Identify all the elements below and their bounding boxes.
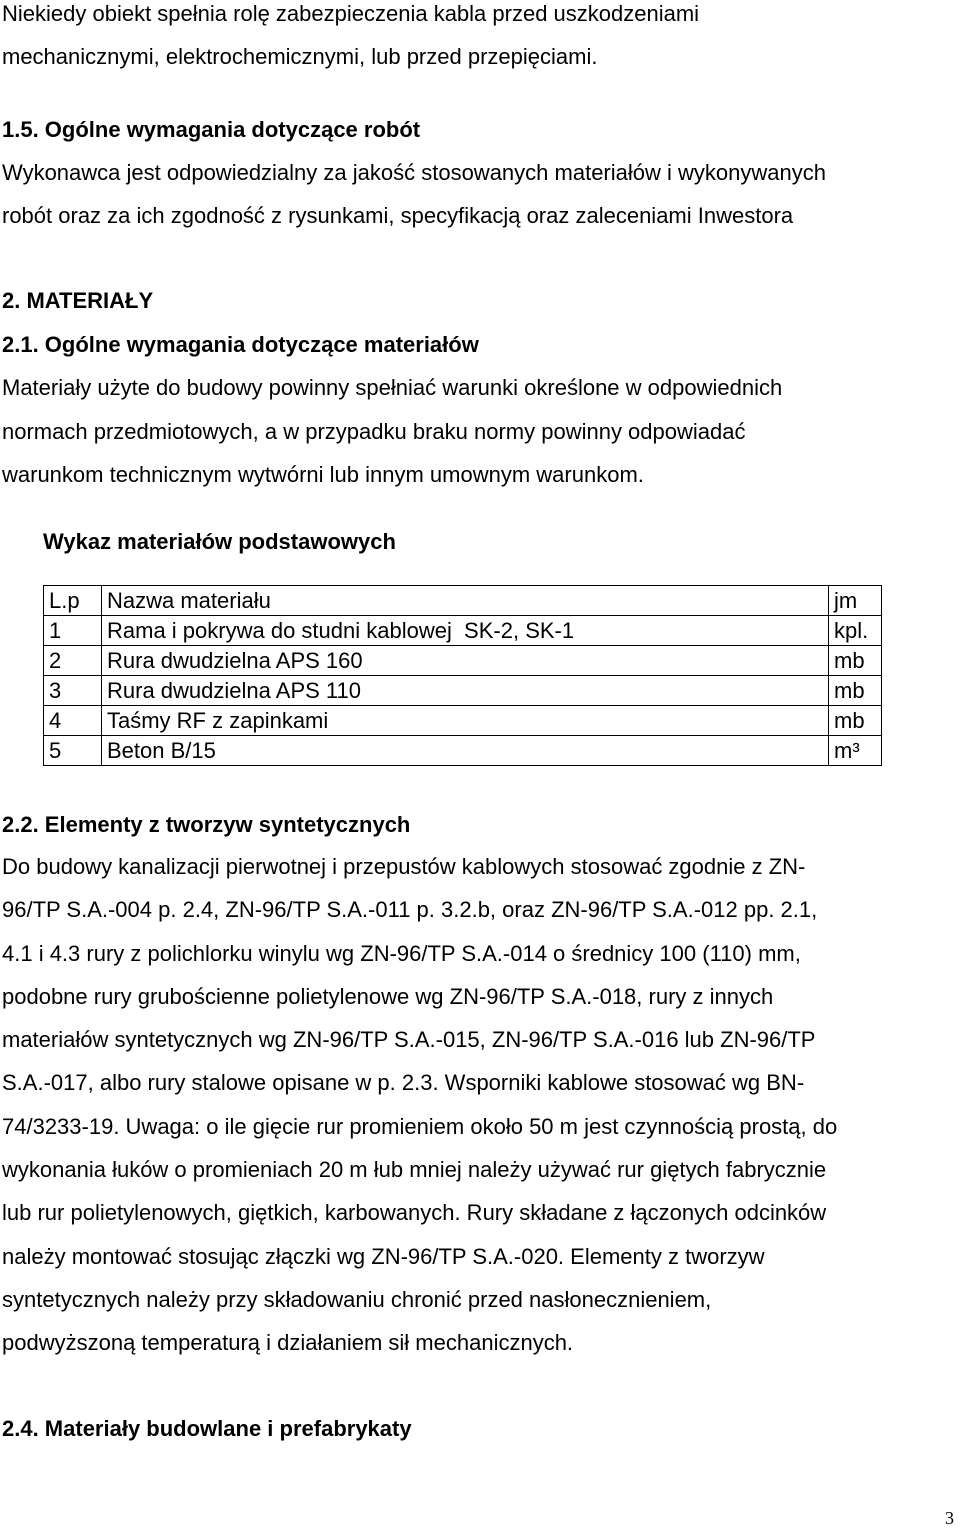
cell-unit: mb — [829, 646, 882, 676]
section-1-5-line-2: robót oraz za ich zgodność z rysunkami, specyfikacją oraz zaleceniami Inwestora — [2, 203, 794, 228]
section-2-1-line-3: warunkom technicznym wytwórni lub innym umownym warunkom. — [2, 462, 644, 487]
cell-lp: 4 — [44, 706, 102, 736]
table-header-row — [44, 586, 882, 616]
section-2-1-heading: 2.1. Ogólne wymagania dotyczące materiałów — [2, 332, 479, 357]
table-row — [44, 706, 882, 736]
section-1-5-line-1: Wykonawca jest odpowiedzialny za jakość stosowanych materiałów i wykonywanych — [2, 160, 826, 185]
section-2-2-line-8: wykonania łuków o promieniach 20 m łub mniej należy używać rur giętych fabrycznie — [2, 1157, 827, 1182]
cell-name: Rura dwudzielna APS 110 — [102, 676, 829, 706]
cell-lp: 3 — [44, 676, 102, 706]
section-2-2-line-12: podwyższoną temperaturą i działaniem sił mechanicznych. — [2, 1330, 574, 1355]
section-2-1-line-2: normach przedmiotowych, a w przypadku braku normy powinny odpowiadać — [2, 419, 746, 444]
cell-name: Rura dwudzielna APS 160 — [102, 646, 829, 676]
intro-line-1: Niekiedy obiekt spełnia rolę zabezpieczenia kabla przed uszkodzeniami — [2, 1, 700, 26]
section-2-2-line-2: 96/TP S.A.-004 p. 2.4, ZN-96/TP S.A.-011 p. 3.2.b, oraz ZN-96/TP S.A.-012 pp. 2.1, — [2, 897, 818, 922]
section-1-5-heading: 1.5. Ogólne wymagania dotyczące robót — [2, 117, 421, 142]
section-2-2-line-10: należy montować stosując złączki wg ZN-96/TP S.A.-020. Elementy z tworzyw — [2, 1244, 765, 1269]
cell-unit: mb — [829, 706, 882, 736]
section-2-2-line-11: syntetycznych należy przy składowaniu chronić przed nasłonecznieniem, — [2, 1287, 712, 1312]
cell-lp: 2 — [44, 646, 102, 676]
cell-lp: 1 — [44, 616, 102, 646]
section-2-2-line-6: S.A.-017, albo rury stalowe opisane w p. 2.3. Wsporniki kablowe stosować wg BN- — [2, 1070, 805, 1095]
cell-lp: 5 — [44, 736, 102, 766]
header-lp: L.p — [44, 586, 102, 616]
table-row — [44, 616, 882, 646]
section-2-2-line-9: lub rur polietylenowych, giętkich, karbowanych. Rury składane z łączonych odcinków — [2, 1200, 827, 1225]
materials-table — [43, 585, 882, 766]
header-name: Nazwa materiału — [102, 586, 829, 616]
section-2-2-heading: 2.2. Elementy z tworzyw syntetycznych — [2, 812, 411, 837]
section-2-2-line-3: 4.1 i 4.3 rury z polichlorku winylu wg ZN-96/TP S.A.-014 o średnicy 100 (110) mm, — [2, 941, 801, 966]
table-row — [44, 646, 882, 676]
page-number: 3 — [945, 1508, 954, 1528]
cell-name: Beton B/15 — [102, 736, 829, 766]
section-2-heading: 2. MATERIAŁY — [2, 288, 154, 313]
section-2-2-line-4: podobne rury grubościenne polietylenowe wg ZN-96/TP S.A.-018, rury z innych — [2, 984, 774, 1009]
cell-name: Rama i pokrywa do studni kablowej SK-2, SK-1 — [102, 616, 829, 646]
intro-line-2: mechanicznymi, elektrochemicznymi, lub przed przepięciami. — [2, 44, 598, 69]
cell-unit: mb — [829, 676, 882, 706]
section-2-2-line-1: Do budowy kanalizacji pierwotnej i przepustów kablowych stosować zgodnie z ZN- — [2, 854, 806, 879]
section-2-2-line-5: materiałów syntetycznych wg ZN-96/TP S.A.-015, ZN-96/TP S.A.-016 lub ZN-96/TP — [2, 1027, 816, 1052]
section-2-2-line-7: 74/3233-19. Uwaga: o ile gięcie rur promieniem około 50 m jest czynnością prostą, do — [2, 1114, 838, 1139]
materials-table-title: Wykaz materiałów podstawowych — [43, 529, 396, 554]
section-2-4-heading: 2.4. Materiały budowlane i prefabrykaty — [2, 1416, 412, 1441]
table-row — [44, 676, 882, 706]
cell-name: Taśmy RF z zapinkami — [102, 706, 829, 736]
table-row — [44, 736, 882, 766]
cell-unit: kpl. — [829, 616, 882, 646]
section-2-1-line-1: Materiały użyte do budowy powinny spełniać warunki określone w odpowiednich — [2, 375, 783, 400]
cell-unit: m³ — [829, 736, 882, 766]
header-unit: jm — [829, 586, 882, 616]
